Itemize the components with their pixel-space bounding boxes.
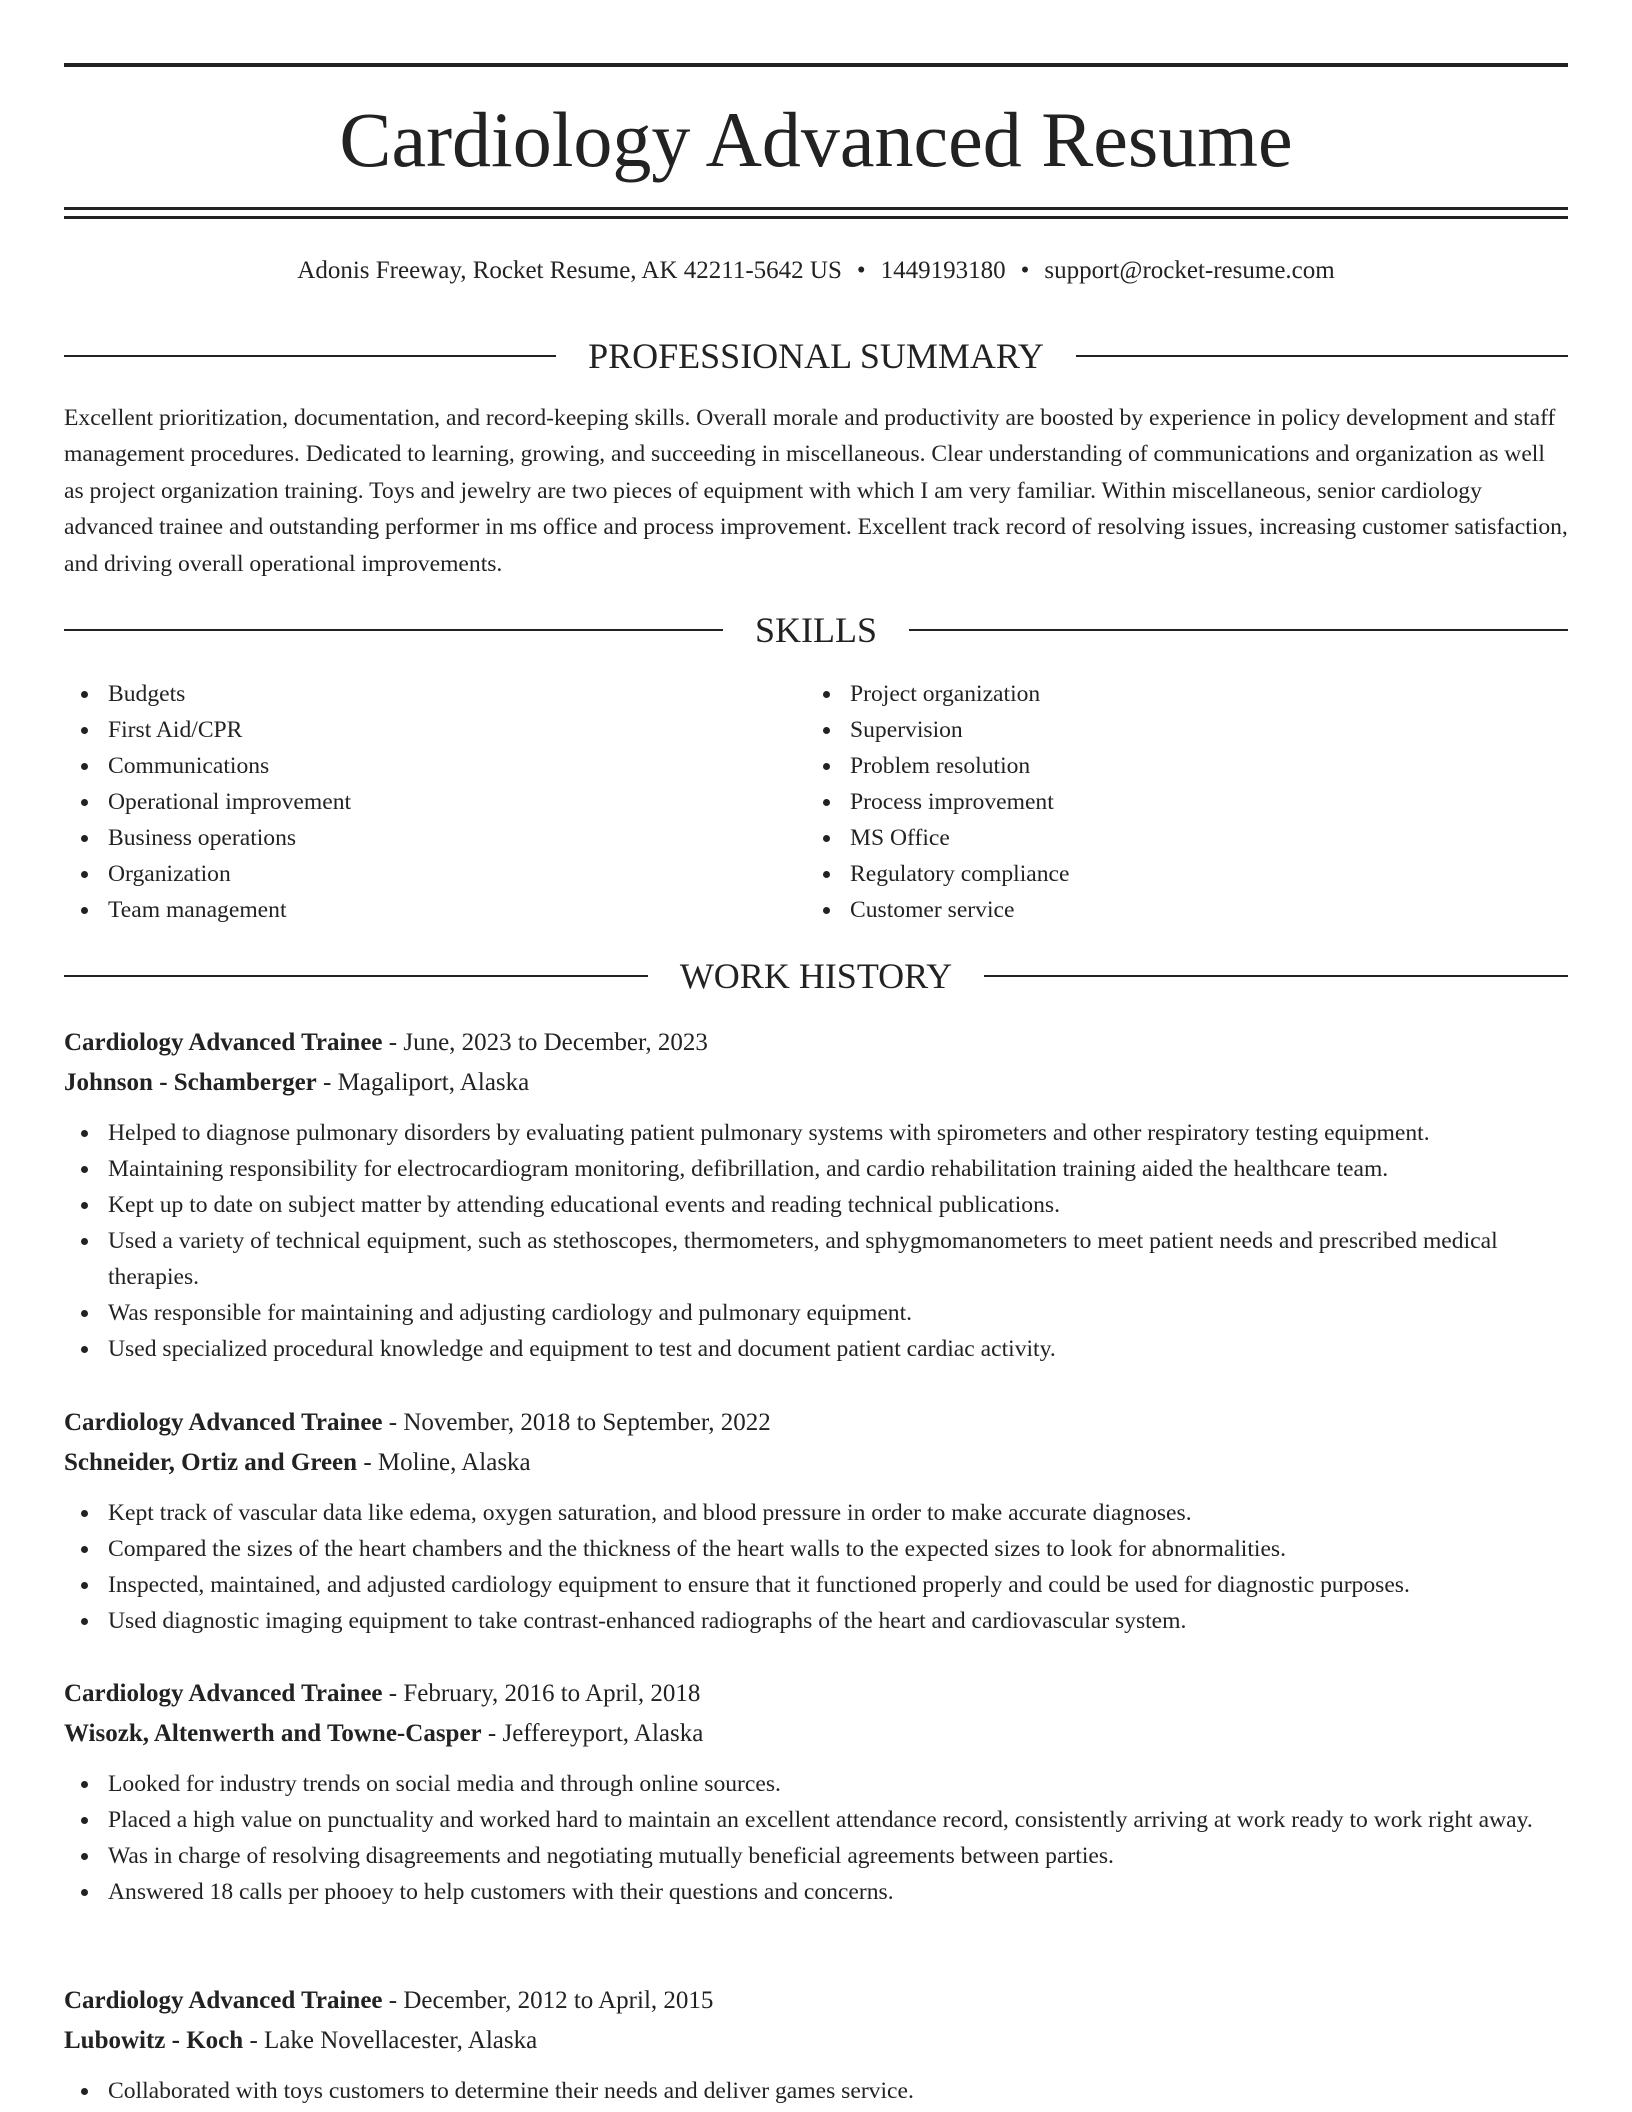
email-link[interactable]: support@rocket-resume.com [1044, 257, 1335, 284]
job-company: Schneider, Ortiz and Green [64, 1449, 358, 1476]
job-company: Lubowitz - Koch [64, 2027, 244, 2054]
job-title-line [64, 1023, 1568, 1063]
job-bullet: Collaborated with toys customers to determine their needs and deliver games service. [64, 2073, 1568, 2109]
job-dates: - June, 2023 to December, 2023 [382, 1029, 708, 1056]
summary-heading-row [64, 334, 1568, 378]
skill-item: Communications [64, 748, 351, 784]
job-title-line [64, 1674, 1568, 1714]
job-bullets [64, 1766, 1568, 1910]
job-bullet: Used diagnostic imaging equipment to take contrast-enhanced radiographs of the heart and cardiovascular system. [64, 1603, 1568, 1639]
job-dates: - December, 2012 to April, 2015 [382, 1987, 714, 2014]
resume-title: Cardiology Advanced Resume [339, 96, 1293, 183]
job-entry [64, 1023, 1568, 1367]
job-company-line [64, 1063, 1568, 1103]
job-bullets [64, 2073, 1568, 2109]
summary-heading: PROFESSIONAL SUMMARY [588, 336, 1044, 376]
skill-item: Organization [64, 856, 351, 892]
skill-item: Business operations [64, 820, 351, 856]
job-bullet: Placed a high value on punctuality and worked hard to maintain an excellent attendance record, consistently arriving at work ready to work right away. [64, 1802, 1568, 1838]
job-bullets [64, 1495, 1568, 1639]
skill-item: Project organization [806, 676, 1069, 712]
phone: 1449193180 [880, 257, 1006, 284]
heading-rule [909, 629, 1568, 631]
job-bullets [64, 1115, 1568, 1367]
job-entry [64, 1981, 1568, 2109]
job-location: - Magaliport, Alaska [316, 1069, 530, 1096]
job-title: Cardiology Advanced Trainee [64, 1987, 383, 2014]
summary-text: Excellent prioritization, documentation, and record-keeping skills. Overall morale and productivity are boosted by experience in policy development and staff management procedures. Dedicated to learning, growing, and succeeding in miscellaneous. Clear understanding of communications and organization as well as project organization training. Toys and jewelry are two pieces of equipment with which I am very familiar. Within miscellaneous, senior cardiology advanced trainee and outstanding performer in ms office and process improvement. Excellent track record of resolving issues, increasing customer satisfaction, and driving overall operational improvements. [64, 405, 1568, 577]
title-double-rule [64, 207, 1568, 219]
heading-rule [1076, 355, 1568, 357]
job-company: Johnson - Schamberger [64, 1069, 317, 1096]
contact-separator: • [1020, 257, 1030, 284]
job-bullet: Looked for industry trends on social media and through online sources. [64, 1766, 1568, 1802]
skills-heading: SKILLS [755, 610, 878, 650]
heading-rule [64, 355, 556, 357]
contact-separator: • [856, 257, 866, 284]
job-dates: - February, 2016 to April, 2018 [382, 1680, 701, 1707]
job-bullet: Was responsible for maintaining and adjusting cardiology and pulmonary equipment. [64, 1295, 1568, 1331]
job-company-line [64, 1714, 1568, 1754]
job-bullet: Used specialized procedural knowledge and equipment to test and document patient cardiac activity. [64, 1331, 1568, 1367]
job-bullet: Was in charge of resolving disagreements and negotiating mutually beneficial agreements between parties. [64, 1838, 1568, 1874]
skills-list-right [806, 676, 1069, 928]
job-bullet: Inspected, maintained, and adjusted cardiology equipment to ensure that it functioned properly and could be used for diagnostic purposes. [64, 1567, 1568, 1603]
job-location: - Lake Novellacester, Alaska [243, 2027, 538, 2054]
job-bullet: Compared the sizes of the heart chambers and the thickness of the heart walls to the expected sizes to look for abnormalities. [64, 1531, 1568, 1567]
job-dates: - November, 2018 to September, 2022 [382, 1409, 771, 1436]
skills-list-left [64, 676, 351, 928]
heading-rule [984, 975, 1568, 977]
skills-heading-row [64, 608, 1568, 652]
heading-rule [64, 629, 723, 631]
job-title-line [64, 1981, 1568, 2021]
skill-item: First Aid/CPR [64, 712, 351, 748]
skill-item: Budgets [64, 676, 351, 712]
job-bullet: Used a variety of technical equipment, such as stethoscopes, thermometers, and sphygmomanometers to meet patient needs and prescribed medical therapies. [64, 1223, 1568, 1295]
address: Adonis Freeway, Rocket Resume, AK 42211-5642 US [297, 257, 842, 284]
contact-line [64, 254, 1568, 288]
skill-item: Process improvement [806, 784, 1069, 820]
job-bullet: Kept track of vascular data like edema, oxygen saturation, and blood pressure in order to make accurate diagnoses. [64, 1495, 1568, 1531]
heading-rule [64, 975, 648, 977]
job-company: Wisozk, Altenwerth and Towne-Casper [64, 1720, 482, 1747]
top-rule [64, 63, 1568, 67]
job-title: Cardiology Advanced Trainee [64, 1409, 383, 1436]
skill-item: Team management [64, 892, 351, 928]
job-bullet: Maintaining responsibility for electrocardiogram monitoring, defibrillation, and cardio rehabilitation training aided the healthcare team. [64, 1151, 1568, 1187]
job-title-line [64, 1403, 1568, 1443]
job-location: - Jeffereyport, Alaska [481, 1720, 704, 1747]
job-bullet: Helped to diagnose pulmonary disorders by evaluating patient pulmonary systems with spirometers and other respiratory testing equipment. [64, 1115, 1568, 1151]
job-company-line [64, 2021, 1568, 2061]
work-heading-row [64, 954, 1568, 998]
skill-item: Operational improvement [64, 784, 351, 820]
job-bullet: Answered 18 calls per phooey to help customers with their questions and concerns. [64, 1874, 1568, 1910]
job-title: Cardiology Advanced Trainee [64, 1029, 383, 1056]
job-bullet: Kept up to date on subject matter by attending educational events and reading technical publications. [64, 1187, 1568, 1223]
skill-item: MS Office [806, 820, 1069, 856]
job-location: - Moline, Alaska [357, 1449, 531, 1476]
skill-item: Customer service [806, 892, 1069, 928]
job-title: Cardiology Advanced Trainee [64, 1680, 383, 1707]
skill-item: Regulatory compliance [806, 856, 1069, 892]
job-entry [64, 1674, 1568, 1910]
job-entry [64, 1403, 1568, 1639]
skill-item: Problem resolution [806, 748, 1069, 784]
job-company-line [64, 1443, 1568, 1483]
skill-item: Supervision [806, 712, 1069, 748]
work-heading: WORK HISTORY [679, 956, 953, 996]
